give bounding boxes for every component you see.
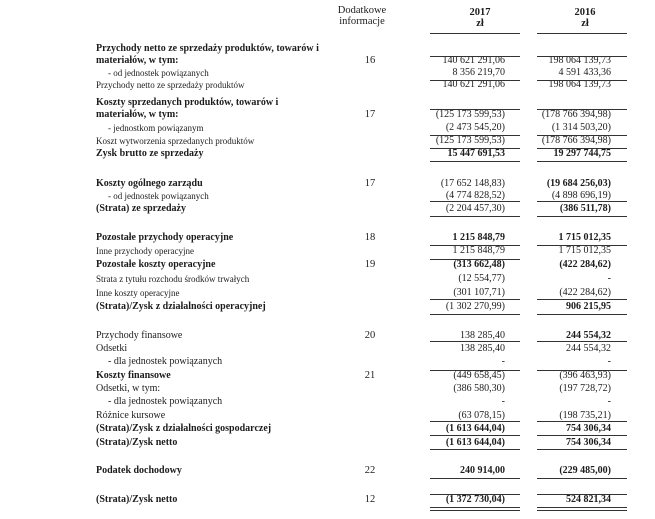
table-row <box>0 301 655 314</box>
table-row <box>0 148 655 161</box>
rule <box>430 161 520 162</box>
table-row <box>0 122 655 135</box>
header-year-2017 <box>440 7 520 29</box>
row-label: Pozostałe koszty operacyjne <box>96 259 216 270</box>
row-label: - od jednostek powiązanych <box>108 191 209 201</box>
value-2017: (1 372 730,04) <box>445 494 505 505</box>
row-label: Koszt wytworzenia sprzedanych produktów <box>96 136 255 146</box>
rule <box>430 245 520 246</box>
value-2016: 524 821,34 <box>566 494 611 505</box>
rule <box>537 435 627 436</box>
rule <box>430 299 520 300</box>
value-2017: (301 107,71) <box>453 287 505 298</box>
row-label: Przychody netto ze sprzedaży produktów <box>96 80 245 90</box>
value-2016: 754 306,34 <box>566 437 611 448</box>
table-row <box>0 245 655 258</box>
rule <box>537 245 627 246</box>
rule <box>537 135 627 136</box>
value-2016: (1 314 503,20) <box>551 122 611 133</box>
value-2017: 140 621 291,06 <box>442 55 505 66</box>
rule <box>537 449 627 450</box>
rule <box>430 494 520 495</box>
value-2017: 140 621 291,06 <box>442 79 505 90</box>
rule <box>430 435 520 436</box>
row-label: (Strata)/Zysk netto <box>96 437 178 448</box>
value-2016: 1 715 012,35 <box>558 245 611 256</box>
table-row <box>0 135 655 148</box>
rule <box>537 299 627 300</box>
rule <box>430 201 520 202</box>
rule <box>537 341 627 342</box>
value-2017: 8 356 219,70 <box>452 67 505 78</box>
value-2016: (422 284,62) <box>559 259 611 270</box>
value-2016: (422 284,62) <box>559 287 611 298</box>
header-rule-2017 <box>430 33 520 34</box>
value-2016: (4 898 696,19) <box>551 190 611 201</box>
row-label: Pozostałe przychody operacyjne <box>96 232 234 243</box>
row-label: (Strata)/Zysk z działalności operacyjnej <box>96 301 266 312</box>
row-note: 22 <box>364 465 376 476</box>
row-note: 20 <box>364 330 376 341</box>
rule <box>537 161 627 162</box>
currency-2016-label: zł <box>581 18 589 29</box>
value-2017: (1 302 270,99) <box>445 301 505 312</box>
value-2016: (178 766 394,98) <box>541 135 611 146</box>
row-label: Koszty ogólnego zarządu <box>96 178 203 189</box>
rule <box>430 421 520 422</box>
row-label: Przychody netto ze sprzedaży produktów, towarów i <box>96 43 319 54</box>
value-2016: 19 297 744,75 <box>553 148 611 159</box>
rule <box>430 56 520 57</box>
value-2016: (396 463,93) <box>559 370 611 381</box>
rule <box>430 216 520 217</box>
row-label: - od jednostek powiązanych <box>108 68 209 78</box>
row-note: 18 <box>364 232 376 243</box>
table-row <box>0 232 655 245</box>
row-label: - dla jednostek powiązanych <box>108 356 223 367</box>
rule <box>537 201 627 202</box>
header-rule-2016 <box>537 33 627 34</box>
row-note: 17 <box>364 178 376 189</box>
table-row <box>0 259 655 272</box>
table-row <box>0 465 655 478</box>
value-2017: (17 652 148,83) <box>440 178 505 189</box>
value-2017: (125 173 599,53) <box>435 135 505 146</box>
row-label: Inne koszty operacyjne <box>96 288 180 298</box>
row-label: Odsetki, w tym: <box>96 383 161 394</box>
row-note: 19 <box>364 259 376 270</box>
value-2016: 244 554,32 <box>566 343 611 354</box>
value-2017: 138 285,40 <box>460 343 505 354</box>
row-label: Podatek dochodowy <box>96 465 182 476</box>
row-note: 12 <box>364 494 376 505</box>
value-2016: 198 064 139,73 <box>548 55 611 66</box>
value-2016: (386 511,78) <box>559 203 611 214</box>
rule <box>430 478 520 479</box>
row-label: (Strata)/Zysk z działalności gospodarczej <box>96 423 272 434</box>
row-label: Zysk brutto ze sprzedaży <box>96 148 204 159</box>
row-label: Przychody finansowe <box>96 330 183 341</box>
value-2016: 198 064 139,73 <box>548 79 611 90</box>
row-label: Inne przychody operacyjne <box>96 246 194 256</box>
value-2016: - <box>607 273 611 284</box>
row-note: 16 <box>364 55 376 66</box>
value-2017: (2 473 545,20) <box>445 122 505 133</box>
header-year-2016 <box>545 7 625 29</box>
row-label: materiałów, w tym: <box>96 55 179 66</box>
row-label: Strata z tytułu rozchodu środków trwałych <box>96 274 250 284</box>
value-2017: (1 613 644,04) <box>445 437 505 448</box>
value-2017: (63 078,15) <box>458 410 505 421</box>
double-rule <box>537 507 627 511</box>
rule <box>430 80 520 81</box>
value-2016: (197 728,72) <box>559 383 611 394</box>
value-2017: - <box>501 356 505 367</box>
value-2017: (4 774 828,52) <box>445 190 505 201</box>
row-label: (Strata)/Zysk netto <box>96 494 178 505</box>
rule <box>430 314 520 315</box>
value-2017: - <box>501 396 505 407</box>
row-label: Różnice kursowe <box>96 410 166 421</box>
rule <box>430 109 520 110</box>
value-2016: 906 215,95 <box>566 301 611 312</box>
rule <box>537 80 627 81</box>
rule <box>430 148 520 149</box>
row-label: Koszty sprzedanych produktów, towarów i <box>96 97 279 108</box>
table-row <box>0 370 655 383</box>
value-2016: - <box>607 356 611 367</box>
value-2017: (313 662,48) <box>453 259 505 270</box>
value-2016: 1 715 012,35 <box>558 232 611 243</box>
table-row <box>0 343 655 356</box>
year-2017-label: 2017 <box>469 7 491 18</box>
value-2016: 754 306,34 <box>566 423 611 434</box>
table-row <box>0 356 655 369</box>
value-2017: 15 447 691,53 <box>447 148 505 159</box>
rule <box>537 421 627 422</box>
value-2017: 1 215 848,79 <box>452 232 505 243</box>
row-label: materiałów, w tym: <box>96 109 179 120</box>
rule <box>430 449 520 450</box>
value-2017: (1 613 644,04) <box>445 423 505 434</box>
value-2017: (125 173 599,53) <box>435 109 505 120</box>
currency-2017-label: zł <box>476 18 484 29</box>
header-note-column: Dodatkowe informacje <box>337 5 387 27</box>
rule <box>537 478 627 479</box>
value-2016: - <box>607 396 611 407</box>
value-2016: 244 554,32 <box>566 330 611 341</box>
value-2016: 4 591 433,36 <box>558 67 611 78</box>
table-row <box>0 109 655 122</box>
value-2016: (19 684 256,03) <box>546 178 611 189</box>
rule <box>537 216 627 217</box>
row-label: - dla jednostek powiązanych <box>108 396 223 407</box>
rule <box>430 259 520 260</box>
rule <box>537 56 627 57</box>
rule <box>537 370 627 371</box>
row-label: (Strata) ze sprzedaży <box>96 203 186 214</box>
table-row <box>0 494 655 507</box>
value-2017: 1 215 848,79 <box>452 245 505 256</box>
table-row <box>0 203 655 216</box>
rule <box>537 314 627 315</box>
double-rule <box>430 507 520 511</box>
year-2016-label: 2016 <box>574 7 596 18</box>
table-row <box>0 396 655 409</box>
row-label: - jednostkom powiązanym <box>108 123 204 133</box>
row-note: 21 <box>364 370 376 381</box>
value-2016: (198 735,21) <box>559 410 611 421</box>
rule <box>430 370 520 371</box>
value-2016: (229 485,00) <box>559 465 611 476</box>
value-2017: 240 914,00 <box>460 465 505 476</box>
value-2016: (178 766 394,98) <box>541 109 611 120</box>
table-row <box>0 273 655 286</box>
row-note: 17 <box>364 109 376 120</box>
value-2017: (449 658,45) <box>453 370 505 381</box>
value-2017: (2 204 457,30) <box>445 203 505 214</box>
table-row <box>0 383 655 396</box>
row-label: Koszty finansowe <box>96 370 171 381</box>
value-2017: 138 285,40 <box>460 330 505 341</box>
row-label: Odsetki <box>96 343 128 354</box>
rule <box>430 135 520 136</box>
value-2017: (386 580,30) <box>453 383 505 394</box>
rule <box>537 148 627 149</box>
rule <box>537 494 627 495</box>
rule <box>430 341 520 342</box>
rule <box>537 109 627 110</box>
value-2017: (12 554,77) <box>458 273 505 284</box>
